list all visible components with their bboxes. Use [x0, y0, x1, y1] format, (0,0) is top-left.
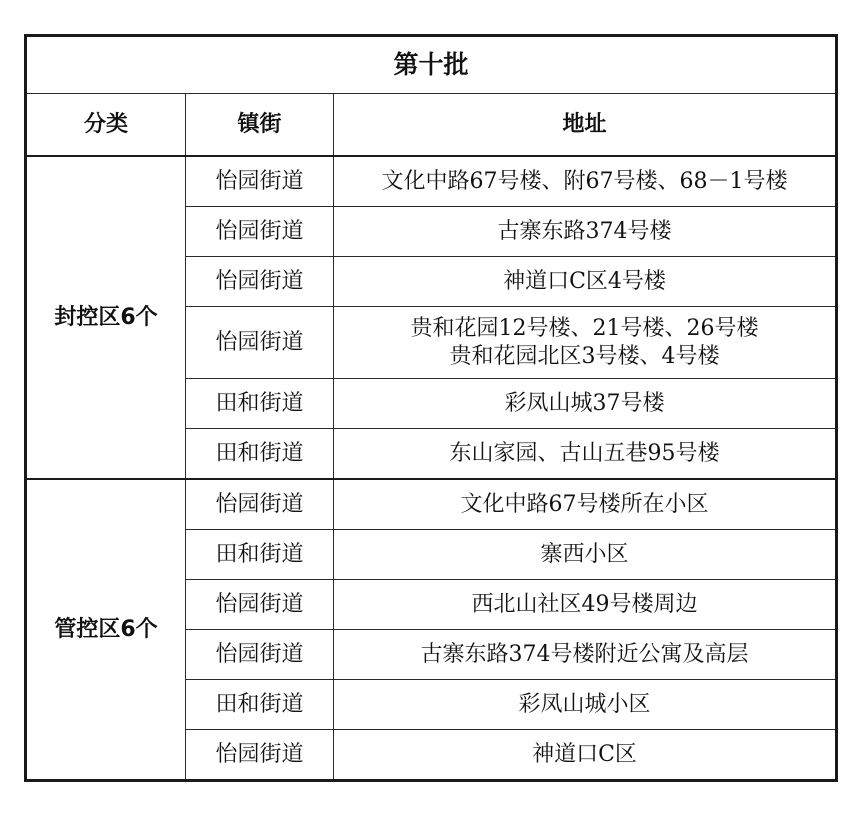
- address-line: 寨西小区: [540, 541, 629, 567]
- batch-table: [24, 34, 838, 782]
- table-body: [26, 36, 837, 781]
- street-cell: 怡园街道: [186, 730, 334, 781]
- address-line: 东山家园、古山五巷95号楼: [449, 440, 720, 466]
- address-line: 神道口C区: [532, 741, 637, 767]
- address-cell: [334, 307, 837, 379]
- category-cell: 封控区6个: [26, 156, 186, 479]
- title-row: [26, 36, 837, 94]
- table-row: [26, 479, 837, 530]
- address-line: 贵和花园北区3号楼、4号楼: [449, 343, 720, 369]
- category-cell: 管控区6个: [26, 479, 186, 781]
- street-cell: 怡园街道: [186, 307, 334, 379]
- street-cell: 怡园街道: [186, 479, 334, 530]
- address-line: 文化中路67号楼所在小区: [460, 491, 709, 517]
- header-street: 镇街: [186, 94, 334, 157]
- street-cell: 怡园街道: [186, 630, 334, 680]
- street-cell: 怡园街道: [186, 580, 334, 630]
- street-cell: 怡园街道: [186, 257, 334, 307]
- address-cell: [334, 479, 837, 530]
- address-cell: [334, 530, 837, 580]
- address-line: 古寨东路374号楼: [497, 218, 672, 244]
- address-cell: [334, 730, 837, 781]
- address-cell: [334, 156, 837, 207]
- header-row: [26, 94, 837, 157]
- address-cell: [334, 630, 837, 680]
- street-cell: 田和街道: [186, 379, 334, 429]
- street-cell: 怡园街道: [186, 156, 334, 207]
- address-cell: [334, 257, 837, 307]
- address-cell: [334, 580, 837, 630]
- street-cell: 怡园街道: [186, 207, 334, 257]
- address-line: 神道口C区4号楼: [503, 268, 666, 294]
- address-line: 古寨东路374号楼附近公寓及高层: [420, 641, 749, 667]
- header-category: 分类: [26, 94, 186, 157]
- address-line: 文化中路67号楼、附67号楼、68－1号楼: [381, 168, 788, 194]
- table-row: [26, 156, 837, 207]
- address-line: 贵和花园12号楼、21号楼、26号楼: [410, 315, 759, 341]
- table-title: 第十批: [26, 36, 837, 94]
- address-line: 彩凤山城小区: [518, 691, 651, 717]
- street-cell: 田和街道: [186, 680, 334, 730]
- street-cell: 田和街道: [186, 429, 334, 480]
- address-cell: [334, 429, 837, 480]
- address-line: 西北山社区49号楼周边: [471, 591, 698, 617]
- address-cell: [334, 680, 837, 730]
- street-cell: 田和街道: [186, 530, 334, 580]
- address-line: 彩凤山城37号楼: [504, 390, 665, 416]
- address-cell: [334, 207, 837, 257]
- header-address: 地址: [334, 94, 837, 157]
- address-cell: [334, 379, 837, 429]
